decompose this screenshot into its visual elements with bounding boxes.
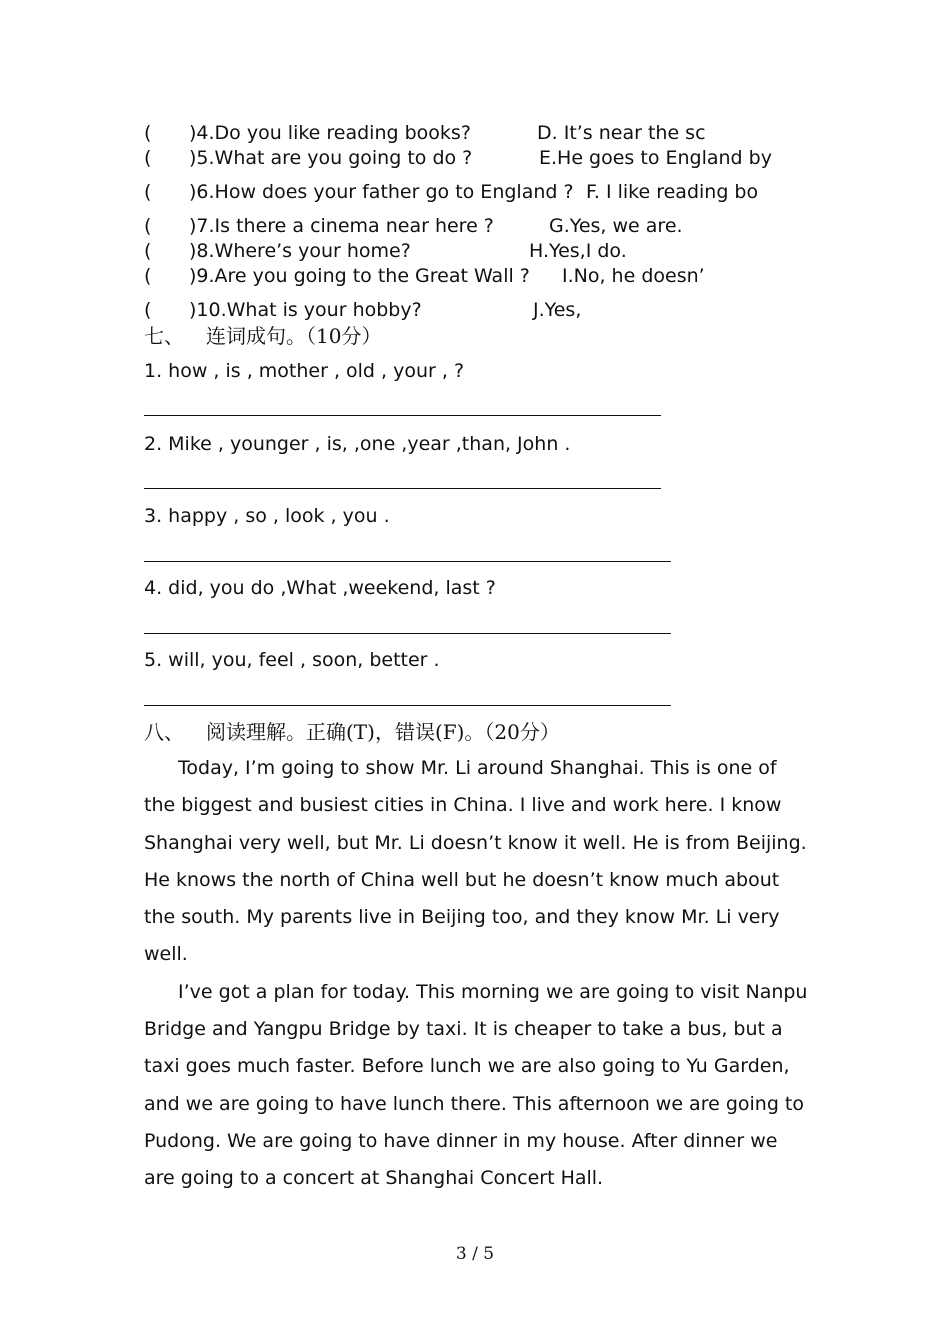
answer-paren[interactable]: ( bbox=[144, 181, 152, 203]
answer-paren[interactable]: ( bbox=[144, 147, 152, 169]
section-number: 八、 bbox=[144, 720, 184, 744]
matching-question: )8.Where’s your home? bbox=[189, 240, 411, 262]
matching-question: )6.How does your father go to England ? bbox=[189, 181, 574, 203]
matching-answer: D. It’s near the sc bbox=[537, 122, 706, 144]
sentence-prompt: 5. will, you, feel , soon, better . bbox=[144, 649, 440, 671]
reading-passage bbox=[144, 750, 810, 1198]
sentence-prompt: 1. how , is , mother , old , your , ? bbox=[144, 360, 465, 382]
matching-answer: E.He goes to England by bbox=[539, 147, 772, 169]
answer-paren[interactable]: ( bbox=[144, 240, 152, 262]
passage-paragraph: Today, I’m going to show Mr. Li around Shanghai. This is one of the biggest and busiest cities in China. I live and work here. I know Shanghai very well, but Mr. Li doesn’t know it well. He is from Beijing. He knows the north of China well but he doesn’t know much about the south. My parents live in Beijing too, and they know Mr. Li very well. bbox=[144, 757, 807, 966]
answer-line[interactable] bbox=[144, 561, 671, 562]
matching-question: )9.Are you going to the Great Wall ? bbox=[189, 265, 530, 287]
answer-paren[interactable]: ( bbox=[144, 299, 152, 321]
section-title: 连词成句。（10分） bbox=[206, 324, 382, 348]
matching-question: )7.Is there a cinema near here ? bbox=[189, 215, 494, 237]
sentence-prompt: 3. happy , so , look , you . bbox=[144, 505, 390, 527]
answer-line[interactable] bbox=[144, 705, 671, 706]
passage-paragraph: I’ve got a plan for today. This morning we are going to visit Nanpu Bridge and Yangpu Bridge by taxi. It is cheaper to take a bus, but a taxi goes much faster. Before lunch we are also going to Yu Garden, and we are going to have lunch there. This afternoon we are going to Pudong. We are going to have dinner in my house. After dinner we are going to a concert at Shanghai Concert Hall. bbox=[144, 980, 808, 1190]
answer-line[interactable] bbox=[144, 488, 661, 489]
sentence-prompt: 4. did, you do ,What ,weekend, last ? bbox=[144, 577, 496, 599]
section-number: 七、 bbox=[144, 324, 184, 348]
section-title: 阅读理解。正确(T)，错误(F)。（20分） bbox=[206, 720, 560, 744]
matching-question: )5.What are you going to do ? bbox=[189, 147, 473, 169]
answer-line[interactable] bbox=[144, 415, 661, 416]
matching-answer: I.No, he doesn’ bbox=[562, 265, 705, 287]
answer-paren[interactable]: ( bbox=[144, 215, 152, 237]
sentence-prompt: 2. Mike , younger , is, ,one ,year ,than, John . bbox=[144, 433, 571, 455]
answer-line[interactable] bbox=[144, 633, 671, 634]
matching-question: )4.Do you like reading books? bbox=[189, 122, 471, 144]
section-heading bbox=[144, 720, 560, 744]
matching-answer: F. I like reading bo bbox=[586, 181, 759, 203]
matching-answer: J.Yes, bbox=[533, 299, 582, 321]
answer-paren[interactable]: ( bbox=[144, 265, 152, 287]
matching-answer: H.Yes,I do. bbox=[529, 240, 627, 262]
page-number: 3 / 5 bbox=[455, 1244, 495, 1264]
matching-question: )10.What is your hobby? bbox=[189, 299, 422, 321]
answer-paren[interactable]: ( bbox=[144, 122, 152, 144]
section-heading bbox=[144, 324, 381, 348]
matching-answer: G.Yes, we are. bbox=[549, 215, 683, 237]
